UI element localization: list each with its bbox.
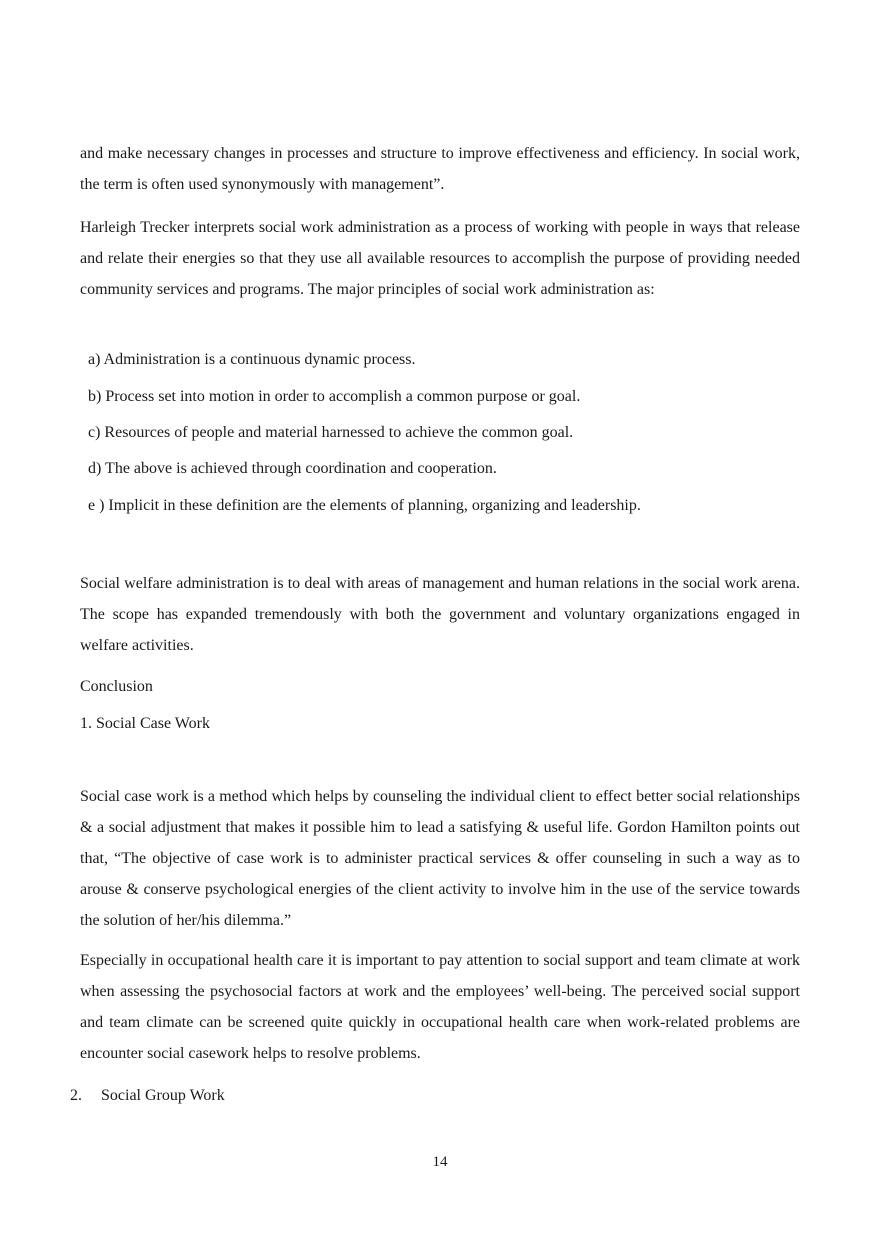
page-number: 14	[432, 1154, 448, 1170]
conclusion-heading: Conclusion	[80, 678, 153, 695]
group-work-number: 2.	[70, 1087, 82, 1104]
principle-item-a: a) Administration is a continuous dynamic process.	[88, 351, 416, 368]
group-work-heading	[70, 1085, 225, 1107]
principle-item-c: c) Resources of people and material harnessed to achieve the common goal.	[88, 424, 574, 441]
paragraph-case-work-definition: Social case work is a method which helps by counseling the individual client to effect better social relationships & a social adjustment that makes it possible him to lead a satisfying & useful life. Gordon Hamilton points out that, “The objective of case work is to administer practical services & offer counseling in such a way as to arouse & conserve psychological energies of the client activity to involve him in the use of the service towards the solution of her/his dilemma.”	[80, 788, 800, 929]
principle-item-d: d) The above is achieved through coordination and cooperation.	[88, 460, 497, 477]
paragraph-management-definition: and make necessary changes in processes and structure to improve effectiveness and efficiency. In social work, the term is often used synonymously with management”.	[80, 145, 800, 193]
principle-item-b: b) Process set into motion in order to accomplish a common purpose or goal.	[88, 388, 581, 405]
paragraph-occupational-health: Especially in occupational health care it is important to pay attention to social support and team climate at work when assessing the psychosocial factors at work and the employees’ well-being. The perceived social support and team climate can be screened quite quickly in occupational health care when work-related problems are encounter social casework helps to resolve problems.	[80, 952, 800, 1062]
case-work-heading: 1. Social Case Work	[80, 715, 210, 732]
paragraph-trecker-definition: Harleigh Trecker interprets social work administration as a process of working with people in ways that release and relate their energies so that they use all available resources to accomplish the purpose of providing needed community services and programs. The major principles of social work administration as:	[80, 219, 800, 298]
group-work-title: Social Group Work	[101, 1087, 225, 1104]
paragraph-welfare-administration: Social welfare administration is to deal with areas of management and human relations in the social work arena. The scope has expanded tremendously with both the government and voluntary organizations engaged in welfare activities.	[80, 575, 800, 654]
principle-item-e: e ) Implicit in these definition are the elements of planning, organizing and leadership.	[88, 497, 641, 514]
